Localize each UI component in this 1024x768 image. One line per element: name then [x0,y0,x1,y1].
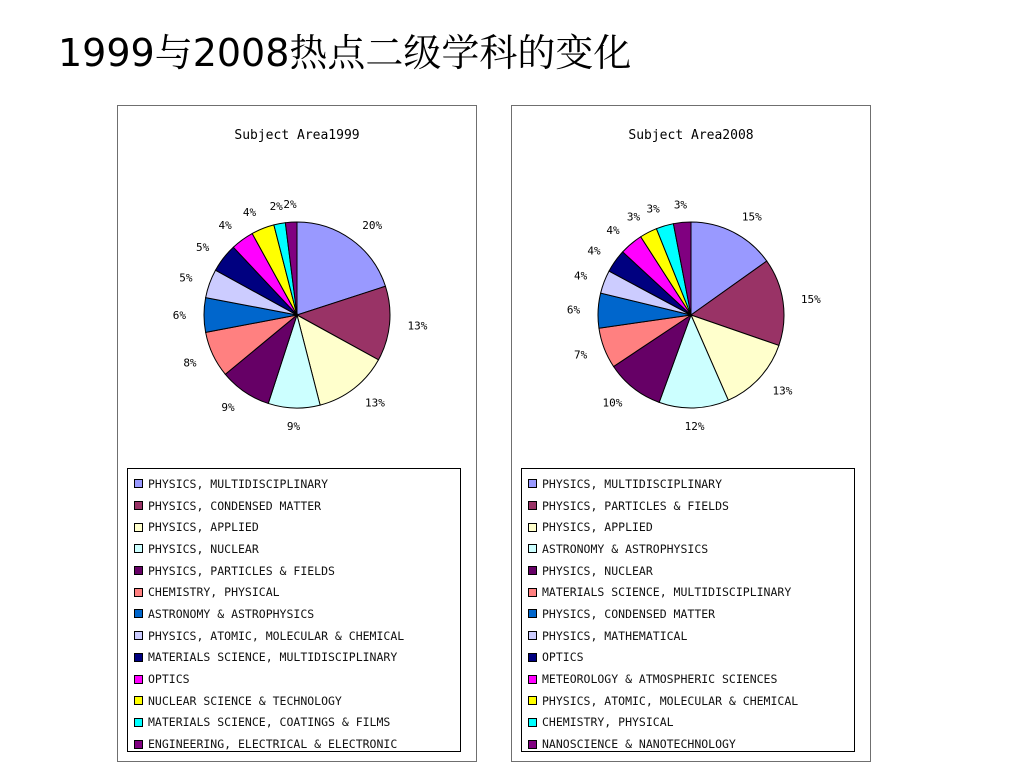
legend-swatch [528,523,537,532]
legend-swatch [528,588,537,597]
legend-item [134,538,460,560]
legend-item [134,668,460,690]
legend-swatch [134,696,143,705]
legend-label: METEOROLOGY & ATMOSPHERIC SCIENCES [542,672,778,687]
slice-label: 13% [365,396,385,410]
legend-swatch [528,675,537,684]
slice-label: 12% [684,419,705,433]
legend-label: PHYSICS, MULTIDISCIPLINARY [542,476,723,491]
legend-swatch [528,501,537,510]
legend-label: PHYSICS, APPLIED [148,520,259,535]
legend-item [134,516,460,538]
legend-swatch [134,718,143,727]
legend-item [134,560,460,582]
legend-item [528,560,854,582]
slice-label: 4% [242,205,257,219]
legend-swatch [134,544,143,553]
legend-swatch [134,675,143,684]
legend-label: PHYSICS, NUCLEAR [542,563,653,578]
legend-swatch [528,566,537,575]
slice-label: 6% [172,309,186,322]
slice-label: 5% [179,271,193,285]
legend-item [134,647,460,669]
legend-item [134,625,460,647]
slide-title: 1999与2008热点二级学科的变化 [58,31,632,75]
legend-item [528,690,854,712]
legend-item [134,581,460,603]
slice-label: 4% [587,244,601,258]
legend-label: MATERIALS SCIENCE, MULTIDISCIPLINARY [542,585,792,600]
slice-label: 20% [362,219,383,233]
slice-label: 3% [673,198,688,212]
legend-item [134,495,460,517]
legend-label: MATERIALS SCIENCE, MULTIDISCIPLINARY [148,650,398,665]
legend-label: MATERIALS SCIENCE, COATINGS & FILMS [148,715,391,730]
legend-label: PHYSICS, MATHEMATICAL [542,628,688,643]
slice-label: 13% [407,319,428,333]
legend-label: PHYSICS, ATOMIC, MOLECULAR & CHEMICAL [148,628,405,643]
legend-label: ASTRONOMY & ASTROPHYSICS [148,606,315,621]
legend-label: PHYSICS, CONDENSED MATTER [148,498,322,513]
slice-label: 8% [183,356,197,370]
slice-label: 4% [218,219,232,233]
legend-label: PHYSICS, APPLIED [542,520,653,535]
legend-label: PHYSICS, PARTICLES & FIELDS [542,498,729,513]
legend-item [134,603,460,625]
slice-label: 2% [283,198,297,212]
pie-chart-2008 [511,105,871,762]
legend-item [528,733,854,755]
legend-swatch [134,566,143,575]
legend-label: NANOSCIENCE & NANOTECHNOLOGY [542,737,736,752]
legend-swatch [528,653,537,662]
legend-swatch [528,696,537,705]
legend-swatch [528,544,537,553]
slice-label: 4% [606,223,620,237]
legend-item [528,712,854,734]
legend-1999 [127,468,461,752]
legend-swatch [528,740,537,749]
legend-label: PHYSICS, PARTICLES & FIELDS [148,563,335,578]
slice-label: 3% [626,210,641,224]
pie-svg-1999 [118,106,476,466]
legend-item [528,603,854,625]
legend-swatch [134,588,143,597]
legend-item [528,625,854,647]
legend-label: PHYSICS, CONDENSED MATTER [542,606,716,621]
legend-item [134,473,460,495]
legend-2008 [521,468,855,752]
legend-swatch [528,479,537,488]
slice-label: 15% [741,210,762,224]
legend-swatch [134,609,143,618]
legend-item [134,733,460,755]
slice-label: 5% [196,240,210,254]
slice-label: 2% [269,199,283,213]
legend-item [134,712,460,734]
legend-swatch [134,479,143,488]
slice-label: 7% [574,348,588,362]
legend-item [528,581,854,603]
legend-label: OPTICS [148,672,190,687]
slice-label: 4% [574,269,588,283]
legend-item [528,516,854,538]
legend-swatch [134,523,143,532]
chart-title-1999: Subject Area1999 [234,128,360,143]
legend-swatch [134,631,143,640]
legend-swatch [528,609,537,618]
legend-item [528,473,854,495]
legend-label: CHEMISTRY, PHYSICAL [542,715,674,730]
legend-label: PHYSICS, MULTIDISCIPLINARY [148,476,329,491]
legend-label: ENGINEERING, ELECTRICAL & ELECTRONIC [148,737,398,752]
slice-label: 3% [646,202,660,216]
legend-item [528,647,854,669]
slice-label: 15% [800,293,821,307]
pie-chart-1999 [117,105,477,762]
slice-label: 9% [286,419,301,433]
slice-label: 13% [772,384,793,398]
legend-swatch [134,653,143,662]
slice-label: 10% [602,396,623,410]
legend-swatch [528,631,537,640]
legend-item [528,538,854,560]
legend-swatch [134,740,143,749]
legend-item [134,690,460,712]
legend-swatch [134,501,143,510]
slice-label: 6% [566,303,581,317]
legend-swatch [528,718,537,727]
legend-label: CHEMISTRY, PHYSICAL [148,585,280,600]
pie-svg-2008 [512,106,870,466]
legend-label: OPTICS [542,650,584,665]
legend-item [528,668,854,690]
chart-title-2008: Subject Area2008 [628,128,754,143]
legend-item [528,495,854,517]
slice-label: 9% [221,400,235,414]
legend-label: PHYSICS, NUCLEAR [148,541,259,556]
legend-label: NUCLEAR SCIENCE & TECHNOLOGY [148,693,342,708]
legend-label: PHYSICS, ATOMIC, MOLECULAR & CHEMICAL [542,693,799,708]
legend-label: ASTRONOMY & ASTROPHYSICS [542,541,709,556]
